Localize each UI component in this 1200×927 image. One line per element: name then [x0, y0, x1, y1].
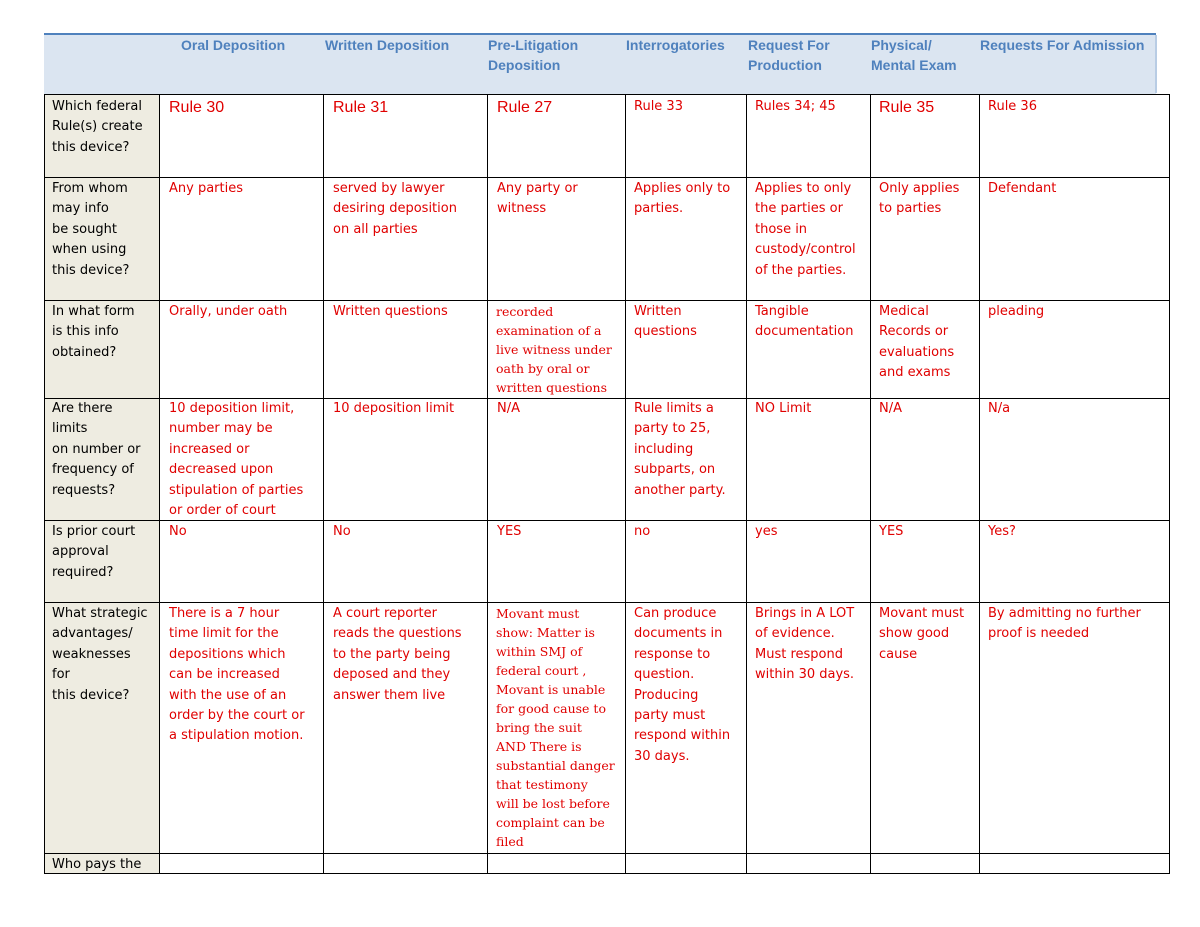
grid-line: [44, 300, 1170, 301]
answer-approval-admission: Yes?: [988, 524, 1016, 539]
header-divider: [1155, 35, 1157, 93]
grid-line: [44, 853, 1170, 854]
question-who-pays: Who pays the: [52, 857, 142, 872]
answer-form-oral: Orally, under oath: [169, 304, 288, 319]
header-pre-litigation-deposition: Pre-Litigation Deposition: [488, 37, 579, 73]
answer-limits-written: 10 deposition limit: [333, 401, 455, 416]
grid-line: [487, 94, 488, 874]
answer-strategic-interrogatories: Can produce documents in response to question. Producing party must respond within 30 days.: [634, 606, 731, 764]
grid-line: [44, 873, 1170, 874]
answer-approval-written: No: [333, 524, 351, 539]
header-written-deposition: Written Deposition: [325, 37, 450, 53]
answer-from-whom-pre-litigation: Any party or witness: [497, 181, 578, 217]
grid-line: [44, 602, 1170, 603]
answer-from-whom-oral: Any parties: [169, 181, 244, 196]
question-from-whom: From whom may info be sought when using this device?: [52, 181, 130, 278]
header-interrogatories: Interrogatories: [626, 37, 725, 53]
answer-rule-interrogatories: Rule 33: [634, 99, 683, 114]
answer-strategic-oral: There is a 7 hour time limit for the depositions which can be increased with the use of an order by the court or a stipulation motion.: [169, 606, 305, 744]
answer-from-whom-written: served by lawyer desiring deposition on all parties: [333, 181, 457, 237]
grid-line: [44, 177, 1170, 178]
question-court-approval: Is prior court approval required?: [52, 524, 136, 580]
answer-rule-pre-litigation: Rule 27: [497, 99, 553, 116]
grid-line: [44, 94, 45, 874]
answer-limits-admission: N/a: [988, 401, 1011, 416]
grid-line: [44, 94, 1170, 95]
answer-rule-admission: Rule 36: [988, 99, 1037, 114]
answer-rule-written: Rule 31: [333, 99, 389, 116]
answer-limits-exam: N/A: [879, 401, 902, 416]
answer-approval-exam: YES: [879, 524, 904, 539]
grid-line: [625, 94, 626, 874]
answer-rule-oral: Rule 30: [169, 99, 225, 116]
header-requests-for-admission: Requests For Admission: [980, 37, 1145, 53]
answer-strategic-pre-litigation: Movant must show: Matter is within SMJ of federal court , Movant is unable for good cause to bring the suit AND There is substantial danger that testimony will be lost before complaint can be filed: [496, 606, 615, 849]
grid-line: [746, 94, 747, 874]
answer-strategic-admission: By admitting no further proof is needed: [988, 606, 1141, 642]
answer-form-interrogatories: Written questions: [634, 304, 697, 340]
answer-limits-pre-litigation: N/A: [497, 401, 520, 416]
question-limits: Are there limits on number or frequency of requests?: [52, 401, 141, 498]
answer-strategic-production: Brings in A LOT of evidence. Must respond within 30 days.: [755, 606, 855, 683]
answer-form-written: Written questions: [333, 304, 448, 319]
answer-from-whom-production: Applies to only the parties or those in custody/control of the parties.: [755, 181, 856, 278]
answer-limits-production: NO Limit: [755, 401, 812, 416]
header-physical-mental-exam: Physical/ Mental Exam: [871, 37, 957, 73]
grid-line: [159, 94, 160, 874]
answer-from-whom-exam: Only applies to parties: [879, 181, 960, 217]
answer-form-exam: Medical Records or evaluations and exams: [879, 304, 955, 381]
answer-rule-exam: Rule 35: [879, 99, 935, 116]
grid-line: [323, 94, 324, 874]
grid-line: [870, 94, 871, 874]
answer-approval-pre-litigation: YES: [497, 524, 522, 539]
header-request-for-production: Request For Production: [748, 37, 830, 73]
answer-from-whom-interrogatories: Applies only to parties.: [634, 181, 731, 217]
answer-strategic-written: A court reporter reads the questions to the party being deposed and they answer them live: [333, 606, 462, 703]
grid-line: [1169, 94, 1170, 874]
grid-line: [979, 94, 980, 874]
answer-approval-oral: No: [169, 524, 187, 539]
question-form: In what form is this info obtained?: [52, 304, 135, 360]
question-strategic: What strategic advantages/ weaknesses for this device?: [52, 606, 148, 703]
answer-approval-production: yes: [755, 524, 778, 539]
answer-from-whom-admission: Defendant: [988, 181, 1057, 196]
answer-strategic-exam: Movant must show good cause: [879, 606, 965, 662]
answer-rule-production: Rules 34; 45: [755, 99, 836, 114]
question-federal-rules: Which federal Rule(s) create this device?: [52, 99, 143, 155]
answer-limits-oral: 10 deposition limit, number may be increased or decreased upon stipulation of parties or order of court: [169, 401, 304, 519]
answer-form-production: Tangible documentation: [755, 304, 854, 340]
answer-form-pre-litigation: recorded examination of a live witness under oath by oral or written questions: [496, 304, 612, 395]
answer-form-admission: pleading: [988, 304, 1045, 319]
answer-approval-interrogatories: no: [634, 524, 651, 539]
header-oral-deposition: Oral Deposition: [181, 37, 286, 53]
answer-limits-interrogatories: Rule limits a party to 25, including subparts, on another party.: [634, 401, 726, 498]
